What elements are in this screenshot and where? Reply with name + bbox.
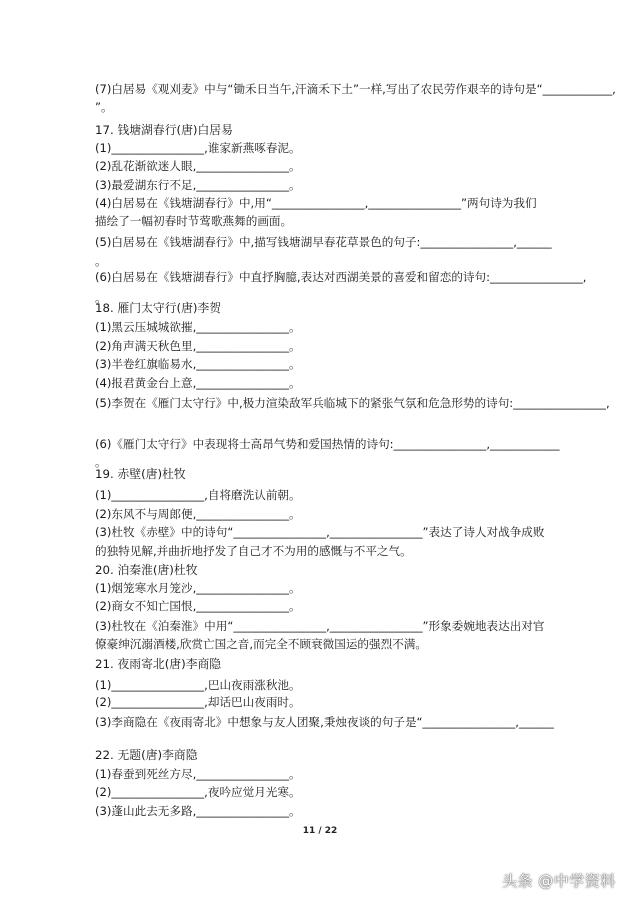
question-line: (1)________________,巴山夜雨涨秋池。 [95,678,301,692]
question-line: (2)________________,却话巴山夜雨时。 [95,695,301,709]
question-line: (6)《雁门太守行》中表现将士高昂气势和爱国热情的诗句:________________,____________ [95,437,560,451]
question-heading: 20. 泊秦淮(唐)杜牧 [95,563,198,577]
page-number: 11 / 22 [302,826,338,836]
question-line: (3)蓬山此去无多路,________________。 [95,804,301,818]
question-heading: 22. 无题(唐)李商隐 [95,748,198,762]
question-line: (2)东风不与周郎便,________________。 [95,507,301,521]
question-line: (4)白居易在《钱塘湖春行》中,用“________________,________________”两句诗为我们 [95,196,537,210]
question-line: (1)________________,自将磨洗认前朝。 [95,488,301,502]
question-line: (3)杜牧在《泊秦淮》中用“________________,________________”形象委婉地表达出对官 [95,619,545,633]
question-line: 。 [95,455,107,469]
question-line: (2)________________,夜吟应觉月光寒。 [95,785,301,799]
question-line: (2)商女不知亡国恨,________________。 [95,599,301,613]
question-line: 。 [95,254,107,268]
question-line: (1)黑云压城城欲摧,________________。 [95,320,301,334]
question-line: 描绘了一幅初春时节莺歌燕舞的画面。 [95,214,293,228]
question-line: (3)最爱湖东行不足,________________。 [95,178,301,192]
question-heading: 19. 赤壁(唐)杜牧 [95,467,186,481]
question-line: (2)乱花渐欲迷人眼,________________。 [95,159,301,173]
question-line: (7)白居易《观刈麦》中与“锄禾日当午,汗滴禾下土”一样,写出了农民劳作艰辛的诗句是“____________, [95,82,616,96]
question-line: (5)李贺在《雁门太守行》中,极力渲染敌军兵临城下的紧张气氛和危急形势的诗句:________________, [95,396,610,410]
question-line: (2)角声满天秋色里,________________。 [95,339,301,353]
watermark: 头条 @中学资料 [502,872,616,890]
question-line: (1)春蚕到死丝方尽,________________。 [95,767,301,781]
question-line: (4)报君黄金台上意,________________。 [95,376,301,390]
question-heading: 17. 钱塘湖春行(唐)白居易 [95,123,233,137]
question-line: ”。 [95,100,113,114]
question-heading: 18. 雁门太守行(唐)李贺 [95,301,222,315]
question-line: 僚豪绅沉溺酒楼,欣赏亡国之音,而完全不顾衰微国运的强烈不满。 [95,637,427,651]
question-line: (1)________________,谁家新燕啄春泥。 [95,141,301,155]
question-line: 的独特见解,并曲折地抒发了自己才不为用的感慨与不平之气。 [95,544,412,558]
question-line: (3)李商隐在《夜雨寄北》中想象与友人团聚,秉烛夜谈的句子是“________________,______ [95,715,554,729]
question-line: (3)半卷红旗临易水,________________。 [95,357,301,371]
question-line: (1)烟笼寒水月笼沙,________________。 [95,581,301,595]
question-line: 。 [95,291,107,305]
question-heading: 21. 夜雨寄北(唐)李商隐 [95,657,222,671]
question-line: (5)白居易在《钱塘湖春行》中,描写钱塘湖早春花草景色的句子:________________,______ [95,235,552,249]
question-line: (3)杜牧《赤壁》中的诗句“________________,________________”表达了诗人对战争成败 [95,525,545,539]
question-line: (6)白居易在《钱塘湖春行》中直抒胸臆,表达对西湖美景的喜爱和留恋的诗句:________________, [95,270,587,284]
